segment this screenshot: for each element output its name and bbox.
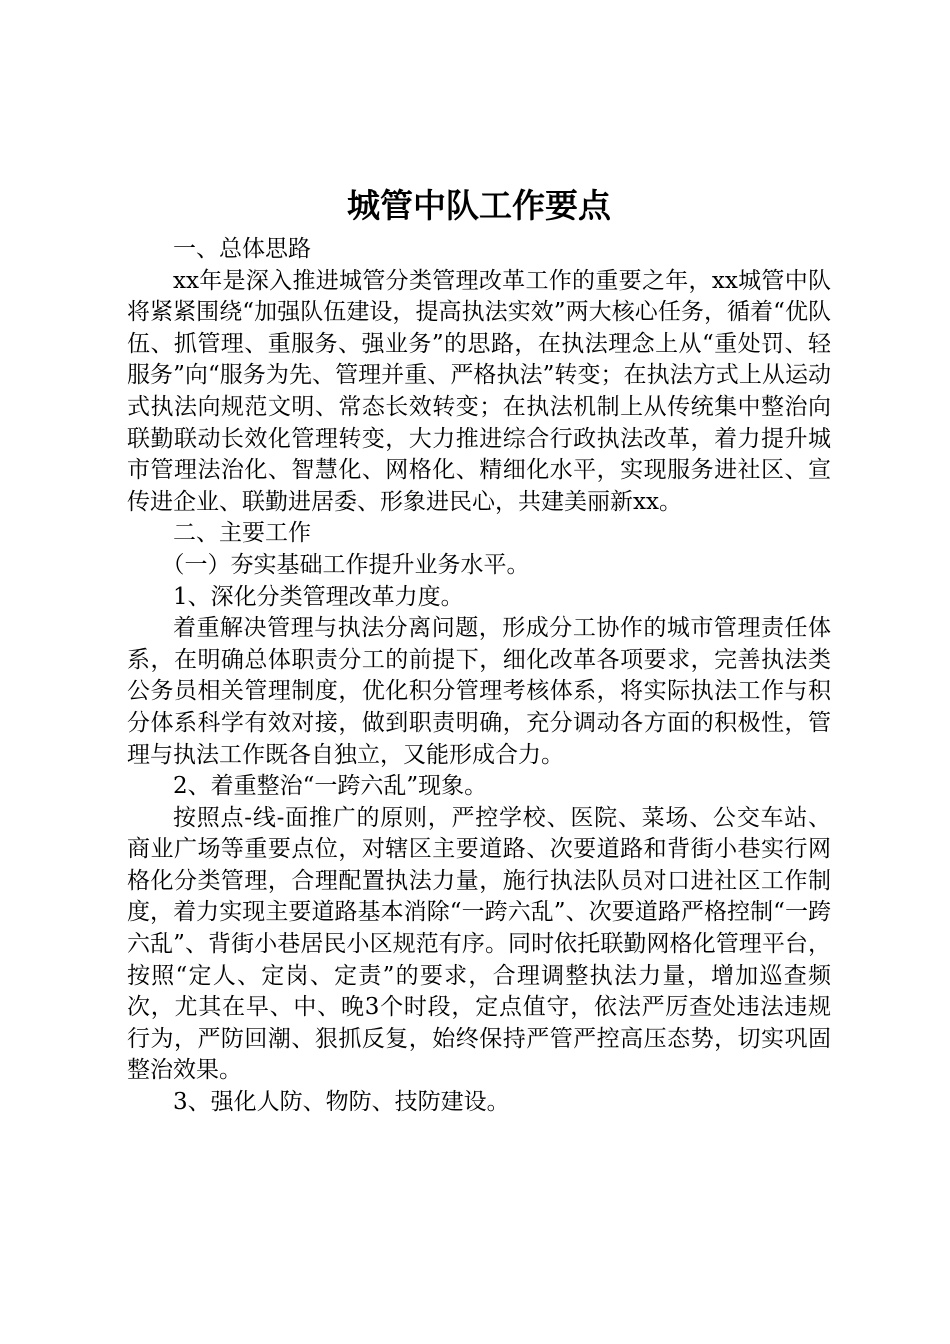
document-title: 城管中队工作要点	[347, 186, 611, 225]
item-heading-strengthen-defense: 3、强化人防、物防、技防建设。	[173, 1089, 510, 1116]
paragraph-overall-thinking: xx年是深入推进城管分类管理改革工作的重要之年，xx城管中队将紧紧围绕“加强队伍建设，提高执法实效”两大核心任务，循着“优队伍、抓管理、重服务、强业务”的思路，在执法理念上从“重处罚、轻服务”向“服务为先、管理并重、严格执法”转变；在执法方式上从运动式执法向规范文明、常态长效转变；在执法机制上从传统集中整治向联勤联动长效化管理转变，大力推进综合行政执法改革，着力提升城市管理法治化、智慧化、网格化、精细化水平，实现服务进社区、宣传进企业、联勤进居委、形象进民心，共建美丽新xx。	[127, 267, 831, 515]
section-heading-main-work: 二、主要工作	[173, 520, 311, 547]
section-heading-overall-thinking: 一、总体思路	[173, 236, 311, 262]
subsection-heading-foundation: （一）夯实基础工作提升业务水平。	[161, 551, 530, 578]
paragraph-rectify: 按照点-线-面推广的原则，严控学校、医院、菜场、公交车站、商业广场等重要点位，对辖区主要道路、次要道路和背街小巷实行网格化分类管理，合理配置执法力量，施行执法队员对口进社区工作制度，着力实现主要道路基本消除“一跨六乱”、次要道路严格控制“一跨六乱”、背街小巷居民小区规范有序。同时依托联勤网格化管理平台，按照“定人、定岗、定责”的要求，合理调整执法力量，增加巡查频次，尤其在早、中、晚3个时段，定点值守，依法严厉查处违法违规行为，严防回潮、狠抓反复，始终保持严管严控高压态势，切实巩固整治效果。	[127, 804, 831, 1084]
document-page	[127, 180, 831, 1119]
item-heading-deepen-reform: 1、深化分类管理改革力度。	[173, 583, 464, 610]
item-heading-rectify: 2、着重整治“一跨六乱”现象。	[173, 773, 488, 800]
paragraph-deepen-reform: 着重解决管理与执法分离问题，形成分工协作的城市管理责任体系，在明确总体职责分工的前提下，细化改革各项要求，完善执法类公务员相关管理制度，优化积分管理考核体系，将实际执法工作与积分体系科学有效对接，做到职责明确，充分调动各方面的积极性，管理与执法工作既各自独立，又能形成合力。	[127, 615, 831, 768]
